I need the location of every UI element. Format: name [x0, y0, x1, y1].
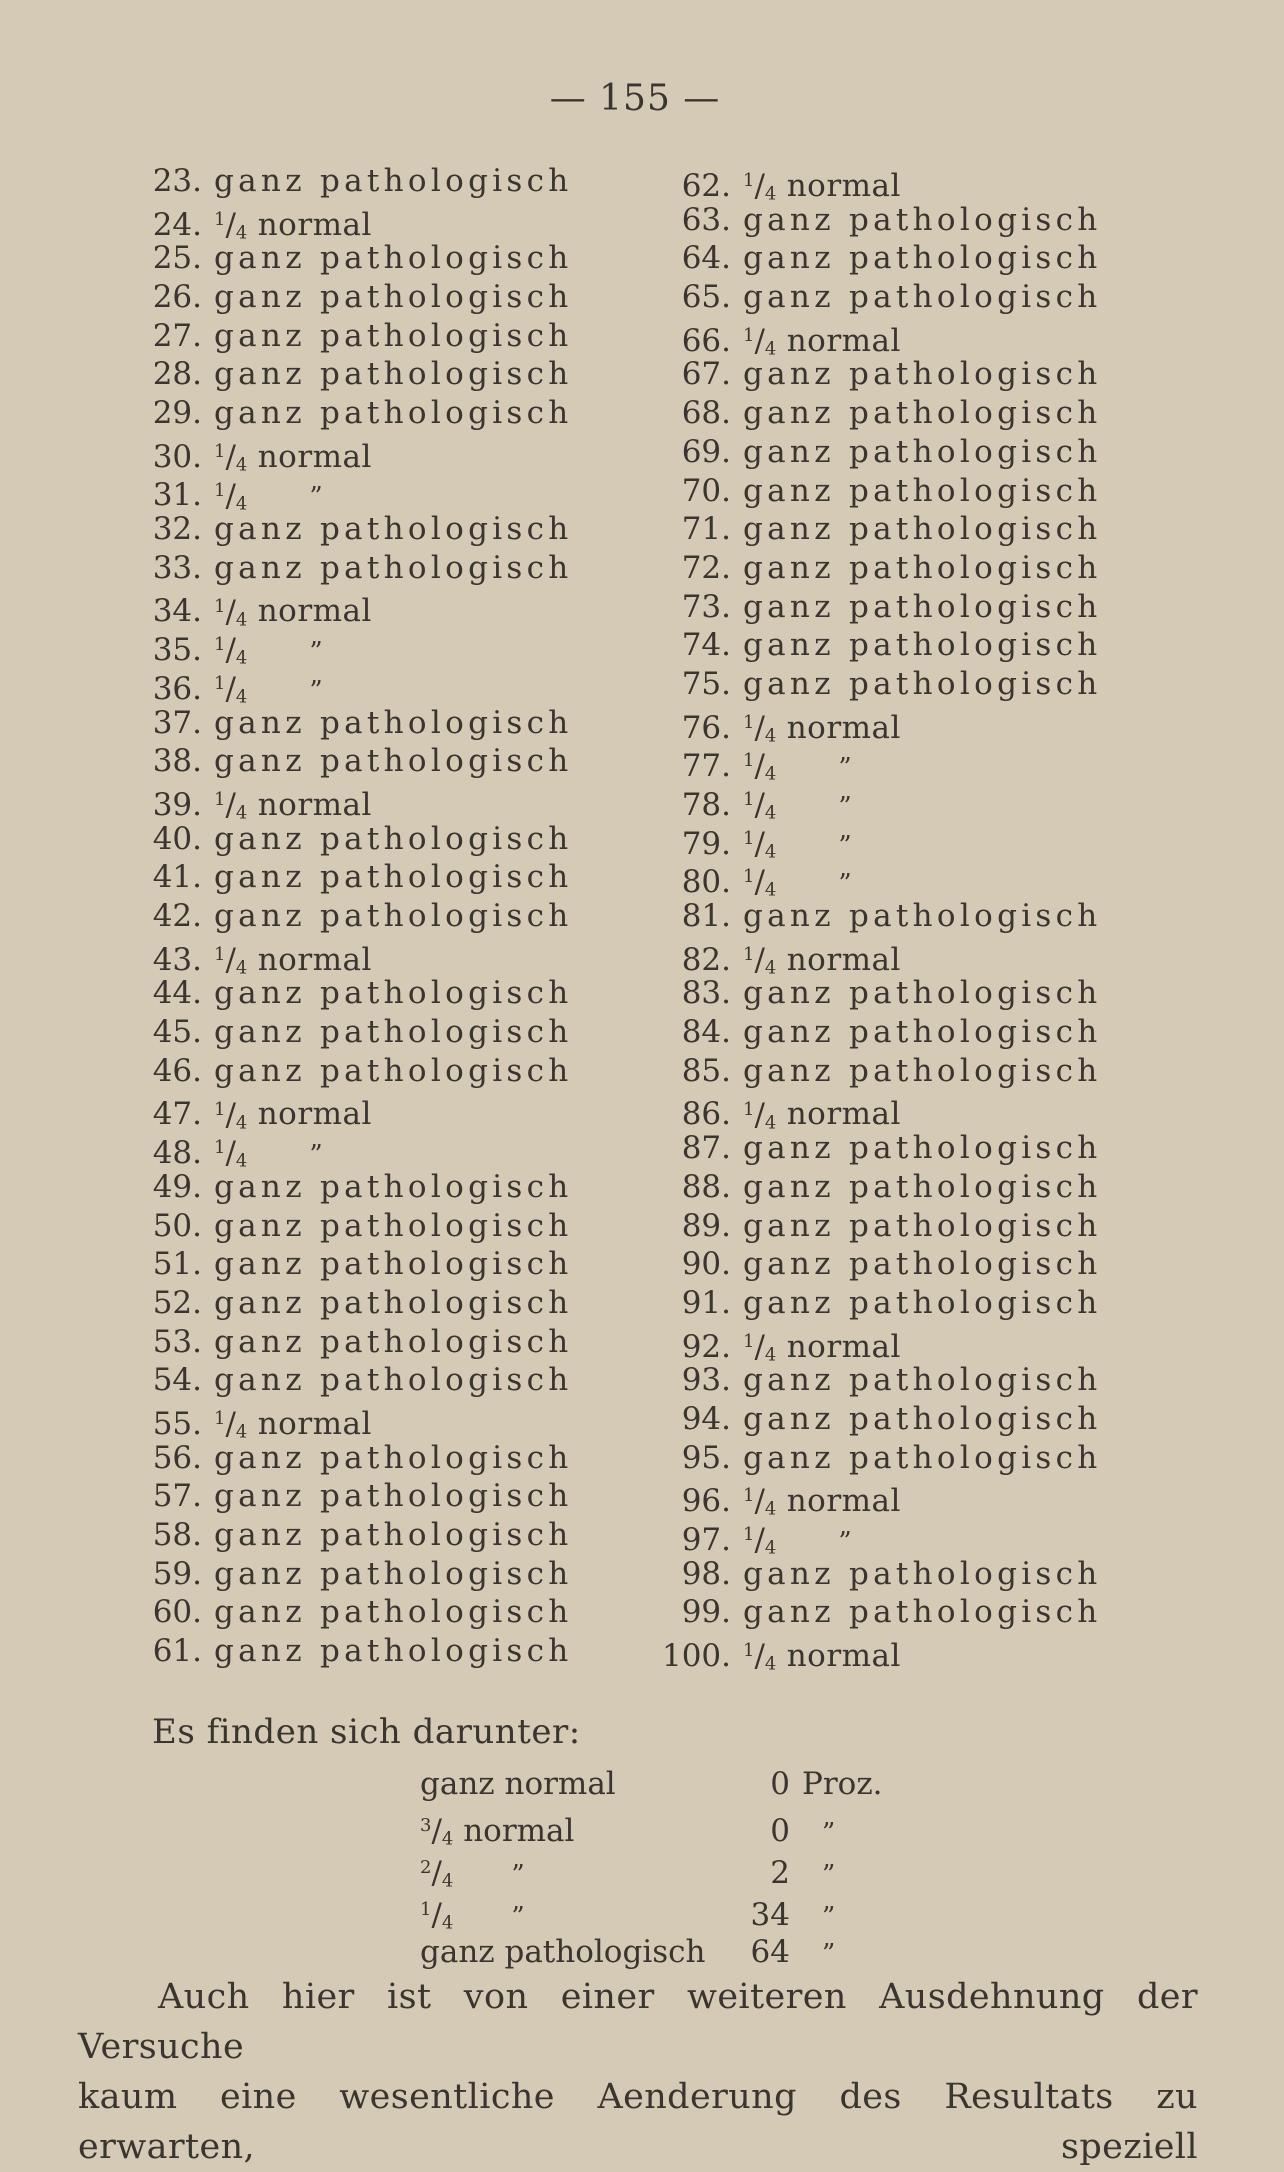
- fraction: $^1/_4$: [743, 748, 777, 785]
- list-item: [655, 162, 1215, 205]
- entry-result: ganz pathologisch: [743, 240, 1102, 277]
- entry-result: ganz pathologisch: [743, 1401, 1102, 1437]
- fraction: $^1/_4$: [743, 786, 777, 824]
- entry-result: ganz pathologisch: [214, 1168, 573, 1205]
- page-number: — 155 —: [549, 78, 721, 119]
- entry-result: ganz pathologisch: [743, 511, 1102, 548]
- entry-result: normal: [776, 1638, 901, 1675]
- summary-label: ganz normal: [420, 1766, 616, 1802]
- body-paragraph: [78, 1972, 1198, 2172]
- entry-number: 43.: [152, 941, 202, 978]
- ditto-mark: ”: [309, 482, 323, 513]
- summary-row: [420, 1805, 940, 1850]
- fraction: $^1/_4$: [743, 167, 777, 205]
- list-item: [140, 549, 660, 588]
- list-item: [655, 1516, 1215, 1559]
- list-item: [140, 897, 660, 936]
- entry-number: 87.: [681, 1130, 731, 1167]
- list-item: [140, 742, 660, 781]
- entry-result: normal: [247, 593, 372, 630]
- summary-table: [420, 1763, 940, 1973]
- list-item: [655, 394, 1215, 433]
- fraction: $^1/_4$: [214, 632, 248, 669]
- entry-result: normal: [776, 1328, 901, 1365]
- entry-result: normal: [247, 1096, 372, 1133]
- entry-result: ganz pathologisch: [214, 1052, 573, 1089]
- fraction: $^1/_4$: [214, 1405, 248, 1443]
- entry-result: ganz pathologisch: [743, 1052, 1102, 1089]
- fraction: $^1/_4$: [214, 786, 248, 824]
- summary-row: [420, 1763, 940, 1805]
- fraction: $^1/_4$: [214, 593, 248, 631]
- entry-number: 73.: [681, 588, 731, 625]
- entry-number: 65.: [681, 279, 731, 316]
- entry-number: 75.: [681, 665, 731, 702]
- list-item: [655, 278, 1215, 317]
- entry-result: normal: [247, 786, 372, 823]
- entry-result: ganz pathologisch: [214, 317, 573, 354]
- list-item: [655, 472, 1215, 511]
- list-item: [140, 510, 660, 549]
- list-item: [655, 317, 1215, 360]
- entry-result: ganz pathologisch: [214, 1517, 573, 1554]
- entry-number: 40.: [152, 820, 202, 857]
- list-item: [140, 1168, 660, 1207]
- list-item: [140, 704, 660, 743]
- entry-number: 62.: [681, 167, 731, 204]
- entry-result: ganz pathologisch: [743, 279, 1102, 316]
- list-item: [140, 278, 660, 317]
- entry-number: 47.: [152, 1096, 202, 1133]
- entry-number: 60.: [152, 1594, 202, 1631]
- entry-number: 84.: [681, 1014, 731, 1051]
- entry-result: ganz pathologisch: [214, 1633, 573, 1670]
- entry-number: 89.: [681, 1207, 731, 1244]
- entry-result: ganz pathologisch: [743, 201, 1102, 238]
- entry-number: 97.: [681, 1521, 731, 1558]
- entry-result: ganz pathologisch: [214, 1323, 573, 1360]
- list-item: [655, 355, 1215, 394]
- entry-result: ganz pathologisch: [214, 1014, 573, 1051]
- ditto-mark: ”: [838, 1526, 852, 1557]
- entry-number: 24.: [152, 206, 202, 243]
- list-item: [655, 665, 1215, 704]
- ditto-mark: ”: [309, 675, 323, 706]
- list-item: [655, 1477, 1215, 1520]
- fraction: $^1/_4$: [743, 1328, 777, 1366]
- entry-number: 37.: [152, 704, 202, 741]
- fraction: $^1/_4$: [743, 864, 777, 901]
- list-item: [140, 1516, 660, 1555]
- summary-unit: ”: [822, 1817, 836, 1848]
- entry-result: ganz pathologisch: [743, 1130, 1102, 1167]
- entry-number: 68.: [681, 395, 731, 432]
- entry-result: normal: [776, 1096, 901, 1133]
- entry-number: 64.: [681, 240, 731, 277]
- entry-result: ganz pathologisch: [214, 859, 573, 896]
- entry-number: 90.: [681, 1246, 731, 1283]
- entry-result: ganz pathologisch: [743, 975, 1102, 1012]
- entry-result: ganz pathologisch: [214, 356, 573, 393]
- summary-value: 0: [770, 1766, 790, 1802]
- entry-number: 27.: [152, 317, 202, 354]
- list-item: [140, 936, 660, 979]
- list-item: [140, 1013, 660, 1052]
- summary-value: 64: [750, 1934, 790, 1970]
- entry-number: 31.: [152, 477, 202, 514]
- entry-result: ganz pathologisch: [214, 1439, 573, 1476]
- list-item: [655, 1245, 1215, 1284]
- ditto-mark: ”: [838, 791, 852, 822]
- list-item: [655, 820, 1215, 863]
- entry-number: 99.: [681, 1594, 731, 1631]
- list-item: [140, 1245, 660, 1284]
- entry-number: 92.: [681, 1328, 731, 1365]
- list-item: [140, 1284, 660, 1323]
- ditto-mark: ”: [309, 1140, 323, 1171]
- list-item: [655, 1361, 1215, 1400]
- entry-result: ganz pathologisch: [214, 1555, 573, 1592]
- list-item: [140, 1632, 660, 1671]
- entry-result: ganz pathologisch: [743, 898, 1102, 935]
- fraction: $^1/_4$: [743, 941, 777, 979]
- entry-number: 95.: [681, 1439, 731, 1476]
- entry-number: 80.: [681, 864, 731, 901]
- entry-number: 91.: [681, 1284, 731, 1321]
- ditto-mark: ”: [838, 830, 852, 861]
- list-item: [655, 1400, 1215, 1439]
- fraction: $^1/_4$: [743, 709, 777, 747]
- entry-result: ganz pathologisch: [214, 395, 573, 432]
- list-item: [140, 1361, 660, 1400]
- entry-number: 39.: [152, 786, 202, 823]
- entry-number: 83.: [681, 975, 731, 1012]
- entry-result: ganz pathologisch: [743, 588, 1102, 625]
- entry-number: 76.: [681, 709, 731, 746]
- list-item: [140, 433, 660, 476]
- list-item: [655, 936, 1215, 979]
- list-item: [655, 858, 1215, 901]
- entry-result: ganz pathologisch: [214, 279, 573, 316]
- entry-number: 28.: [152, 356, 202, 393]
- fraction: $^1/_4$: [214, 438, 248, 476]
- entry-result: ganz pathologisch: [214, 240, 573, 277]
- summary-label: ganz pathologisch: [420, 1934, 706, 1970]
- list-item: [655, 897, 1215, 936]
- list-item: [140, 1207, 660, 1246]
- list-item: [140, 201, 660, 244]
- entry-result: ganz pathologisch: [214, 163, 573, 199]
- summary-row: [420, 1847, 940, 1892]
- entry-number: 81.: [681, 898, 731, 935]
- fraction: $^1/_4$: [743, 1638, 777, 1675]
- list-item: [140, 239, 660, 278]
- summary-unit: Proz.: [802, 1766, 883, 1802]
- summary-unit: ”: [822, 1901, 836, 1932]
- fraction: $^1/_4$: [214, 1096, 248, 1133]
- entry-result: ganz pathologisch: [743, 549, 1102, 586]
- fraction: $^1/_4$: [743, 1483, 777, 1520]
- entry-result: ganz pathologisch: [743, 1014, 1102, 1051]
- list-item: [655, 201, 1215, 240]
- list-item: [655, 626, 1215, 665]
- summary-value: 34: [750, 1896, 790, 1933]
- entry-result: ganz pathologisch: [214, 743, 573, 780]
- list-item: [140, 665, 660, 708]
- entry-number: 98.: [681, 1555, 731, 1592]
- list-item: [140, 355, 660, 394]
- summary-unit: ”: [822, 1859, 836, 1890]
- summary-value: 2: [770, 1854, 790, 1891]
- entry-result: ganz pathologisch: [743, 472, 1102, 509]
- entry-result: ganz pathologisch: [743, 627, 1102, 664]
- summary-row: [420, 1889, 940, 1934]
- entry-number: 49.: [152, 1168, 202, 1205]
- ditto-mark: ”: [838, 869, 852, 900]
- entry-result: ganz pathologisch: [214, 511, 573, 548]
- entry-number: 69.: [681, 433, 731, 470]
- list-item: [655, 510, 1215, 549]
- entry-result: normal: [247, 438, 372, 475]
- entry-result: normal: [247, 206, 372, 243]
- fraction: $^1/_4$: [214, 1135, 248, 1172]
- entry-result: ganz pathologisch: [743, 1362, 1102, 1399]
- entry-number: 25.: [152, 240, 202, 277]
- list-item: [655, 1091, 1215, 1133]
- summary-row: [420, 1931, 940, 1973]
- entry-number: 45.: [152, 1014, 202, 1051]
- ditto-mark: ”: [511, 1859, 525, 1890]
- entry-result: ganz pathologisch: [743, 395, 1102, 432]
- entry-number: 96.: [681, 1483, 731, 1520]
- entry-result: ganz pathologisch: [214, 898, 573, 935]
- entry-number: 82.: [681, 941, 731, 978]
- entry-result: ganz pathologisch: [214, 704, 573, 741]
- list-item: [655, 1284, 1215, 1323]
- entry-number: 63.: [681, 201, 731, 238]
- results-list-right: [655, 162, 1215, 1675]
- entry-number: 100.: [661, 1638, 731, 1675]
- entry-number: 70.: [681, 472, 731, 509]
- list-item: [655, 1207, 1215, 1246]
- list-item: [140, 820, 660, 859]
- entry-number: 57.: [152, 1478, 202, 1515]
- list-item: [140, 162, 660, 201]
- entry-result: normal: [776, 941, 901, 978]
- entry-result: ganz pathologisch: [743, 1439, 1102, 1476]
- list-item: [140, 858, 660, 897]
- entry-number: 35.: [152, 632, 202, 669]
- ditto-mark: ”: [511, 1901, 525, 1932]
- list-item: [140, 1555, 660, 1594]
- entry-number: 36.: [152, 670, 202, 707]
- entry-number: 52.: [152, 1284, 202, 1321]
- entry-result: ganz pathologisch: [214, 1284, 573, 1321]
- list-item: [655, 1168, 1215, 1207]
- list-item: [140, 1477, 660, 1516]
- list-item: [140, 1323, 660, 1362]
- entry-number: 34.: [152, 593, 202, 630]
- summary-value: 0: [770, 1812, 790, 1849]
- list-item: [655, 1439, 1215, 1478]
- entry-number: 51.: [152, 1246, 202, 1283]
- entry-result: normal: [776, 1483, 901, 1520]
- summary-unit: ”: [822, 1939, 836, 1969]
- entry-number: 29.: [152, 395, 202, 432]
- list-item: [655, 1013, 1215, 1052]
- list-item: [140, 317, 660, 356]
- entry-result: normal: [247, 1405, 372, 1442]
- list-item: [140, 394, 660, 433]
- entry-number: 79.: [681, 825, 731, 862]
- entry-number: 93.: [681, 1362, 731, 1399]
- fraction: $^1/_4$: [743, 322, 777, 360]
- entry-number: 23.: [152, 163, 202, 199]
- results-list-left: [140, 162, 660, 1671]
- entry-result: normal: [776, 709, 901, 746]
- entry-number: 88.: [681, 1168, 731, 1205]
- entry-number: 71.: [681, 511, 731, 548]
- entry-result: normal: [247, 941, 372, 978]
- entry-result: ganz pathologisch: [214, 820, 573, 857]
- list-item: [655, 974, 1215, 1013]
- fraction: $^1/_4$: [214, 670, 248, 708]
- entry-number: 46.: [152, 1052, 202, 1089]
- list-item: [655, 742, 1215, 785]
- list-item: [655, 239, 1215, 278]
- list-item: [140, 626, 660, 669]
- list-item: [655, 1593, 1215, 1632]
- entry-result: ganz pathologisch: [743, 1555, 1102, 1592]
- entry-number: 58.: [152, 1517, 202, 1554]
- entry-result: ganz pathologisch: [214, 1362, 573, 1399]
- entry-number: 33.: [152, 549, 202, 586]
- entry-number: 53.: [152, 1323, 202, 1360]
- entry-result: normal: [776, 167, 901, 204]
- entry-number: 94.: [681, 1401, 731, 1437]
- paragraph-line: Auch hier ist von einer weiteren Ausdehnung der Versuche: [78, 1977, 1198, 2067]
- list-item: [655, 781, 1215, 824]
- entry-number: 74.: [681, 627, 731, 664]
- summary-label: $^3/_4$ normal: [420, 1812, 575, 1850]
- list-item: [140, 1593, 660, 1632]
- list-item: [140, 974, 660, 1013]
- entry-number: 32.: [152, 511, 202, 548]
- list-item: [655, 1555, 1215, 1594]
- list-item: [140, 781, 660, 824]
- list-item: [140, 588, 660, 631]
- entry-number: 44.: [152, 975, 202, 1012]
- fraction: $^1/_4$: [214, 477, 248, 514]
- fraction: $^1/_4$: [214, 941, 248, 979]
- entry-number: 78.: [681, 786, 731, 823]
- entry-number: 41.: [152, 859, 202, 896]
- entry-number: 72.: [681, 549, 731, 586]
- fraction: $^1/_4$: [743, 825, 777, 863]
- entry-result: ganz pathologisch: [214, 975, 573, 1012]
- entry-number: 86.: [681, 1096, 731, 1133]
- fraction: $^2/_4$: [420, 1854, 454, 1892]
- paragraph-line: kaum eine wesentliche Aenderung des Resultats zu erwarten, speziell: [78, 2077, 1198, 2167]
- entry-result: ganz pathologisch: [743, 433, 1102, 470]
- entry-number: 77.: [681, 748, 731, 785]
- entry-result: ganz pathologisch: [214, 1478, 573, 1515]
- entry-number: 56.: [152, 1439, 202, 1476]
- list-item: [655, 588, 1215, 627]
- list-item: [140, 1091, 660, 1133]
- entry-result: ganz pathologisch: [743, 1168, 1102, 1205]
- entry-result: ganz pathologisch: [214, 1207, 573, 1244]
- entry-result: ganz pathologisch: [214, 1246, 573, 1283]
- entry-result: ganz pathologisch: [214, 549, 573, 586]
- entry-number: 59.: [152, 1555, 202, 1592]
- summary-intro: Es finden sich darunter:: [152, 1712, 581, 1752]
- fraction: $^1/_4$: [743, 1521, 777, 1559]
- entry-number: 67.: [681, 356, 731, 393]
- entry-result: ganz pathologisch: [743, 356, 1102, 393]
- fraction: $^1/_4$: [743, 1096, 777, 1133]
- entry-number: 50.: [152, 1207, 202, 1244]
- list-item: [140, 1400, 660, 1443]
- list-item: [655, 433, 1215, 472]
- fraction: $^1/_4$: [214, 206, 248, 244]
- fraction: $^3/_4$: [420, 1812, 454, 1850]
- entry-result: ganz pathologisch: [214, 1594, 573, 1631]
- entry-number: 61.: [152, 1633, 202, 1670]
- entry-number: 42.: [152, 898, 202, 935]
- list-item: [140, 1439, 660, 1478]
- entry-number: 85.: [681, 1052, 731, 1089]
- entry-result: ganz pathologisch: [743, 1594, 1102, 1631]
- entry-result: ganz pathologisch: [743, 1284, 1102, 1321]
- entry-number: 66.: [681, 322, 731, 359]
- entry-result: ganz pathologisch: [743, 1207, 1102, 1244]
- entry-number: 30.: [152, 438, 202, 475]
- list-item: [655, 549, 1215, 588]
- entry-result: ganz pathologisch: [743, 665, 1102, 702]
- entry-number: 55.: [152, 1405, 202, 1442]
- entry-result: ganz pathologisch: [743, 1246, 1102, 1283]
- list-item: [655, 1129, 1215, 1168]
- entry-number: 38.: [152, 743, 202, 780]
- list-item: [140, 1129, 660, 1172]
- list-item: [655, 704, 1215, 747]
- entry-number: 54.: [152, 1362, 202, 1399]
- list-item: [140, 1052, 660, 1091]
- list-item: [655, 1632, 1215, 1675]
- fraction: $^1/_4$: [420, 1896, 454, 1934]
- list-item: [140, 472, 660, 514]
- list-item: [655, 1052, 1215, 1091]
- entry-number: 26.: [152, 279, 202, 316]
- entry-result: normal: [776, 322, 901, 359]
- ditto-mark: ”: [309, 637, 323, 668]
- list-item: [655, 1323, 1215, 1366]
- entry-number: 48.: [152, 1135, 202, 1172]
- ditto-mark: ”: [838, 753, 852, 784]
